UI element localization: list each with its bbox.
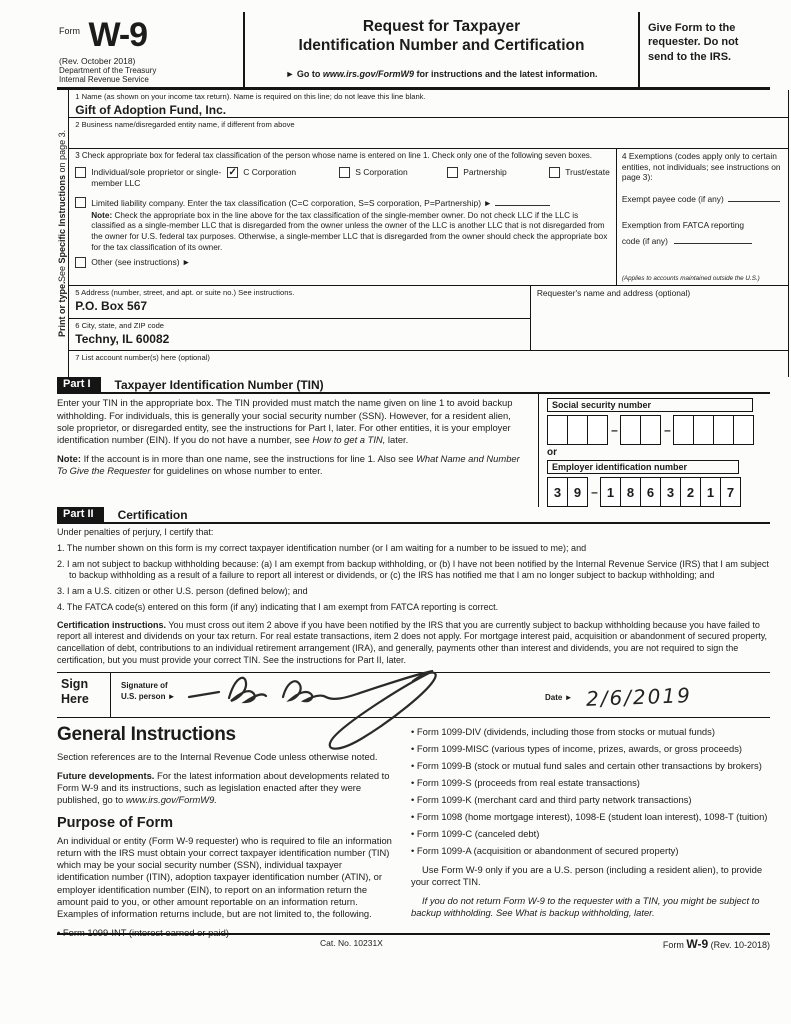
part1-body [57,394,770,507]
ssn-box[interactable] [733,415,754,445]
see-instructions-line: See Specific Instructions on page 3. [57,130,67,283]
date-area [545,683,693,712]
ein-digit[interactable]: 1 [700,477,721,507]
option-partnership-label: Partnership [463,167,507,178]
general-instructions [57,718,770,943]
or-label: or [547,447,557,459]
checkbox-trust-estate[interactable] [549,167,560,178]
form-1099-div-bullet: • Form 1099-DIV (dividends, including those from stocks or mutual funds) [411,726,770,738]
checkbox-s-corporation[interactable] [339,167,350,178]
section-references: Section references are to the Internal Revenue Code unless otherwise noted. [57,751,378,763]
print-or-type-note [57,90,68,377]
purpose-of-form-title: Purpose of Form [57,815,174,832]
handwritten-date[interactable]: 2/6/2019 [586,683,693,712]
ssn-box[interactable] [547,415,568,445]
form-1098-bullet: • Form 1098 (home mortgage interest), 1098-E (student loan interest), 1098-T (tuition) [411,811,770,823]
certification-instructions: Certification instructions. You must cross out item 2 above if you have been notified by the IRS that you are currently subject to backup withholding because you have failed to report all interest and dividends on your tax return. For real estate transactions, item 2 does not apply. For mortgage interest paid, acquisition or abandonment of secured property, cancellation of debt, contributions to an individual retirement arrangement (IRA), and generally, payments other than interest and dividends, you are not required to sign the certification, but you must provide your correct TIN. See the instructions for Part II, later. [57,619,768,665]
dept-line1: Department of the Treasury [59,66,157,75]
goto-suffix: for instructions and the latest information. [414,69,598,80]
form-1099-c-bullet: • Form 1099-C (canceled debt) [411,828,770,840]
use-form-paragraph: Use Form W-9 only if you are a U.S. person (including a resident alien), to provide your correct TIN. [411,863,763,887]
form-word: Form [59,26,80,36]
instructions-left-column [57,724,395,943]
ein-digit[interactable]: 8 [620,477,641,507]
form-id-block [57,12,245,87]
instructions-right-column [411,724,770,943]
form-1099-misc-bullet: • Form 1099-MISC (various types of income, prizes, awards, or gross proceeds) [411,743,770,755]
line3-label: 3 Check appropriate box for federal tax classification of the person whose name is entered on line 1. Check only one of the following seven boxes. [75,151,592,161]
option-trust-estate [549,167,610,187]
fatca-code-blank[interactable] [674,235,752,244]
part1-text [57,394,538,507]
part1-badge: Part I [57,377,101,392]
part1-bar [57,377,770,394]
checkbox-partnership[interactable] [447,167,458,178]
irs-url-link[interactable]: www.irs.gov/FormW9 [322,69,415,80]
option-other-label: Other (see instructions) ► [91,257,191,268]
option-s-corporation [339,167,447,187]
certification-item-2: 2. I am not subject to backup withholding because: (a) I am exempt from backup withholding, or (b) I have not been notified by the Internal Revenue Service (IRS) that I am subject to backup withholding as a result of a failure to report all interest or dividends, or (c) the IRS has notified me that I am no longer subject to backup withholding; and [57,558,769,581]
sign-here-cell: Sign Here [57,673,111,717]
form-1099-a-bullet: • Form 1099-A (acquisition or abandonment of secured property) [411,845,770,857]
ein-digit[interactable]: 2 [680,477,701,507]
ein-digit[interactable]: 9 [567,477,588,507]
form-1099-k-bullet: • Form 1099-K (merchant card and third party network transactions) [411,794,770,806]
footer-form-id: Form W-9 (Rev. 10-2018) [662,937,770,951]
fatca-note: (Applies to accounts maintained outside the U.S.) [621,274,760,282]
line6-city-value[interactable]: Techny, IL 60082 [75,332,170,347]
option-llc [75,197,610,208]
ein-digit[interactable]: 7 [720,477,741,507]
left-margin-strip [57,90,68,377]
form-revision: (Rev. October 2018) [59,56,136,66]
tin-column [538,394,770,507]
irs-url-link-2[interactable]: www.irs.gov/FormW9. [125,794,217,806]
checkbox-c-corporation[interactable] [227,167,238,178]
ssn-box[interactable] [567,415,588,445]
field-rows [68,90,789,377]
checkbox-other[interactable] [75,257,86,268]
ein-digit[interactable]: 6 [640,477,661,507]
requester-box[interactable] [530,286,788,350]
give-form-note: Give Form to the requester. Do not send to the IRS. [648,22,739,63]
option-c-corporation [227,167,339,187]
form-body [57,90,781,377]
ssn-box[interactable] [693,415,714,445]
line7-account-row[interactable] [69,351,788,377]
line1-label: 1 Name (as shown on your income tax return). Name is required on this line; do not leave this line blank. [75,92,426,102]
checkbox-llc[interactable] [75,197,86,208]
date-label: Date ► [545,693,573,703]
form-title-line2: Identification Number and Certification [298,36,585,54]
form-sheet [57,12,781,944]
line5-address-value[interactable]: P.O. Box 567 [75,299,148,314]
ssn-boxes [547,415,770,445]
part1-paragraph: Enter your TIN in the appropriate box. The TIN provided must match the name given on line 1 to avoid backup withholding. For individuals, this is generally your social security number (SSN). However, for a resident alien, sole proprietor, or disregarded entity, see the instructions for Part I, later. For other entities, it is your employer identification number (EIN). If you do not have a number, see How to get a TIN, later. [57,397,513,446]
form-title-block [245,12,640,87]
ssn-dash: – [611,423,618,438]
line4-exemptions [616,149,788,285]
form-number: W-9 [88,16,148,54]
requester-label: Requester's name and address (optional) [536,288,691,299]
ein-label: Employer identification number [547,460,739,474]
option-individual [75,167,227,187]
part2-body [57,524,770,666]
part1-note: Note: If the account is in more than one name, see the instructions for line 1. Also see What Name and Number To Give the Requester for guidelines on whose number to enter. [57,453,520,477]
sign-here-row [57,672,770,718]
part1-title: Taxpayer Identification Number (TIN) [114,378,324,393]
line3-classification [69,149,616,285]
ssn-box[interactable] [620,415,641,445]
option-partnership [447,167,549,187]
line4-label: 4 Exemptions (codes apply only to certain entities, not individuals; see instructions on page 3): [621,151,781,183]
line6-city-row [69,319,530,350]
form-1099-b-bullet: • Form 1099-B (stock or mutual fund sales and certain other transactions by brokers) [411,760,770,772]
line1-name-value[interactable]: Gift of Adoption Fund, Inc. [75,103,227,118]
page-footer [57,933,770,949]
ssn-box[interactable] [673,415,694,445]
option-c-corporation-label: C Corporation [243,167,297,178]
ssn-label: Social security number [547,398,753,412]
line2-label: 2 Business name/disregarded entity name, if different from above [75,120,295,130]
purpose-of-form-body: An individual or entity (Form W-9 requester) who is required to file an information return with the IRS must obtain your correct taxpayer identification number (TIN) which may be your social security number (SSN), individual taxpayer identification number (ITIN), adoption taxpayer identification number (ATIN), or employer identification number (EIN), to report on an information return the amount paid to you, or other amount reportable on an information return. Examples of information returns include, but are not limited to, the following. [57,835,392,919]
exempt-payee-line: Exempt payee code (if any) [622,193,783,205]
ein-boxes [547,477,770,507]
line7-label: 7 List account number(s) here (optional) [75,353,210,363]
checkbox-individual[interactable] [75,167,86,178]
fatca-line: Exemption from FATCA reporting code (if any) [622,220,783,246]
certification-item-4: 4. The FATCA code(s) entered on this form (if any) indicating that I am exempt from FATCA reporting is correct. [57,601,499,612]
part2-title: Certification [117,508,188,523]
future-developments: Future developments. For the latest information about developments related to Form W-9 and its instructions, such as legislation enacted after they were published, go to www.irs.gov/FormW9. [57,770,390,806]
ein-digit[interactable]: 1 [600,477,621,507]
form-title-line1: Request for Taxpayer [362,18,521,35]
line6-label: 6 City, state, and ZIP code [75,321,165,331]
address-column [69,286,530,350]
certification-item-3: 3. I am a U.S. citizen or other U.S. person (defined below); and [57,586,308,597]
arrow-icon: ► Go to [285,69,323,80]
line2-business-name-row[interactable] [69,118,788,149]
form-1099-s-bullet: • Form 1099-S (proceeds from real estate transactions) [411,777,770,789]
option-s-corporation-label: S Corporation [355,167,408,178]
llc-classification-blank[interactable] [495,197,550,206]
print-or-type-line: Print or type. [57,282,67,338]
part2-bar [57,507,770,524]
line5-address-row [69,286,530,319]
checkmark-icon: ✓ [228,166,237,178]
general-instructions-title: General Instructions [57,724,236,746]
form-header [57,12,770,90]
ein-digit[interactable]: 3 [660,477,681,507]
line5-label: 5 Address (number, street, and apt. or suite no.) See instructions. [75,288,295,298]
option-trust-estate-label: Trust/estate [565,167,610,178]
line3-line4-row [69,149,788,286]
signature-label: Signature of U.S. person ► [121,681,176,701]
llc-note: Note: Check the appropriate box in the line above for the tax classification of the single-member owner. Do not check LLC if the LLC is classified as a single-member LLC that is disregarded from the owner unless the owner of the LLC is another LLC that is not disregarded from the owner for U.S. federal tax purposes. Otherwise, a single-member LLC that is disregarded from the owner should check the appropriate box for the tax classification of its owner. [91,210,608,252]
ein-digit[interactable]: 3 [547,477,568,507]
line5-line6-row [69,286,788,351]
line1-name-row [69,90,788,118]
ssn-dash: – [664,423,671,438]
exempt-payee-code-blank[interactable] [728,193,780,202]
catalog-number: Cat. No. 10231X [320,938,383,948]
classification-options [75,167,610,187]
dept-line2: Internal Revenue Service [59,75,149,85]
option-individual-label: Individual/sole proprietor or single-member LLC [91,167,222,188]
ssn-box[interactable] [640,415,661,445]
certification-intro: Under penalties of perjury, I certify that: [57,527,214,538]
form-1099-int-bullet: • Form 1099-INT (interest earned or paid) [57,927,395,939]
option-other [75,257,610,268]
option-llc-label: Limited liability company. Enter the tax classification (C=C corporation, S=S corporation, P=Partnership) ► [91,197,550,208]
certification-item-1: 1. The number shown on this form is my correct taxpayer identification number (or I am waiting for a number to be issued to me); and [57,543,587,554]
backup-withholding-warning: If you do not return Form W-9 to the requester with a TIN, you might be subject to backup withholding. See What is backup withholding, later. [411,894,760,918]
ein-dash: – [591,485,598,500]
ssn-box[interactable] [587,415,608,445]
ssn-box[interactable] [713,415,734,445]
goto-instructions [253,69,630,83]
part2-badge: Part II [57,507,104,522]
